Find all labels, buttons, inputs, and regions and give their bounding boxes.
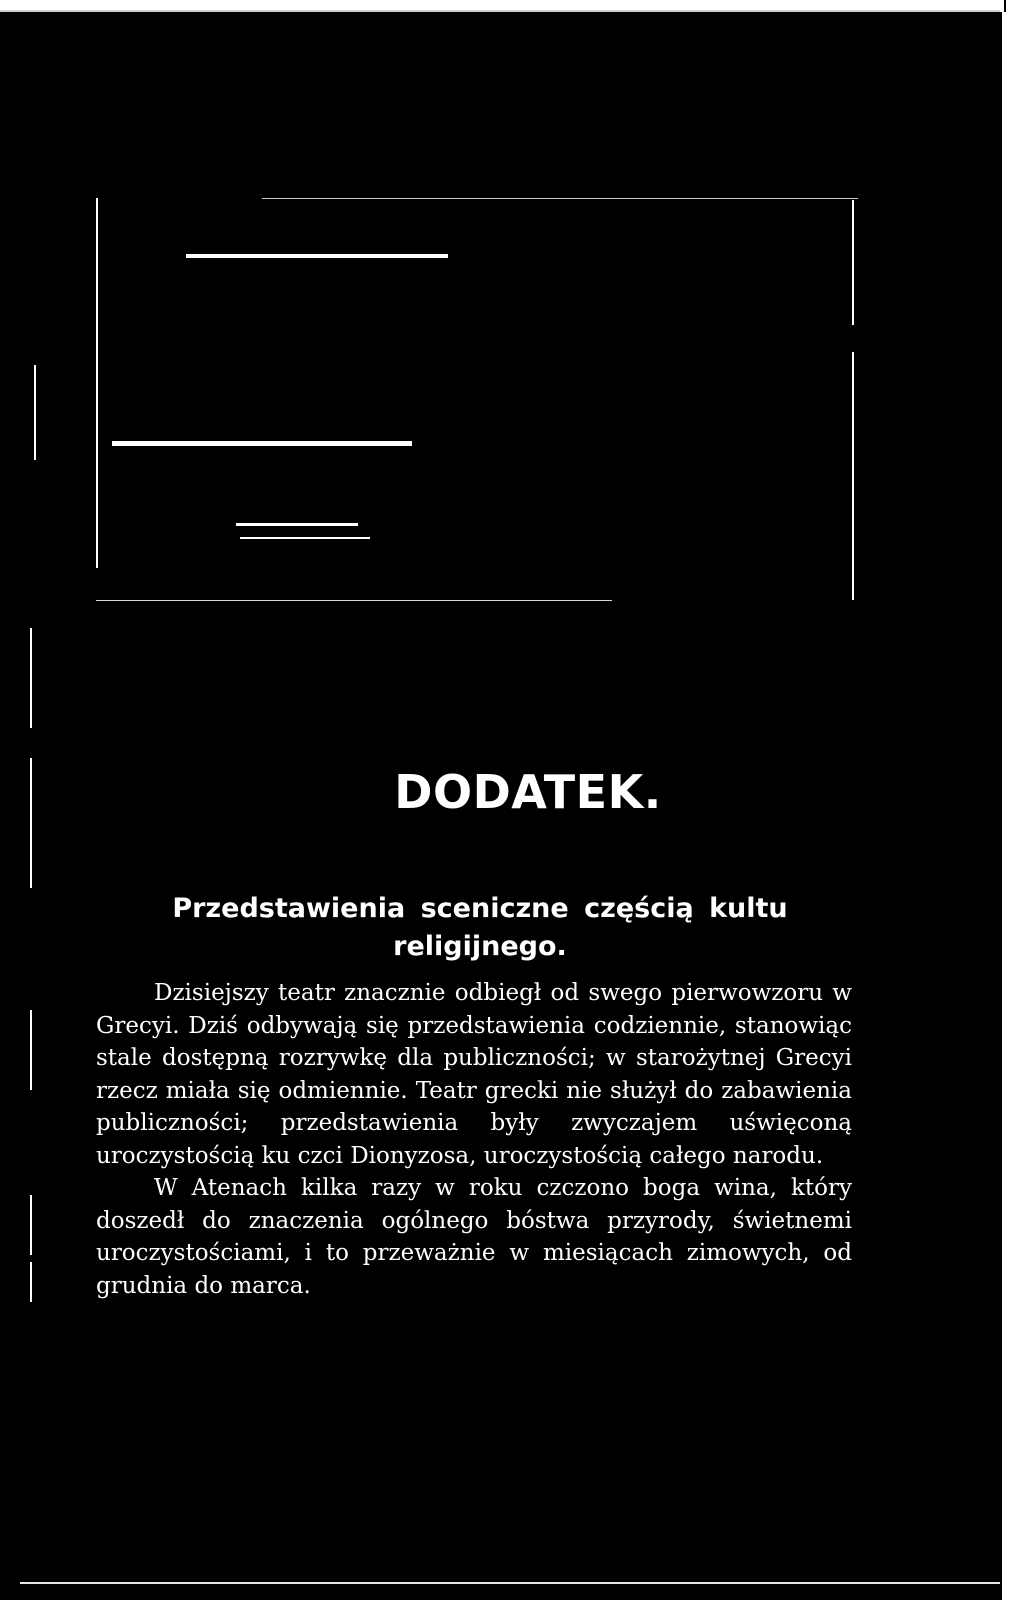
paragraph-2: W Atenach kilka razy w roku czczono boga wina, który doszedł do znaczenia ogólnego bóstwa przyrody, świetnemi uroczystościami, i to przeważnie w miesiącach zimowych, od grudnia do marca. <box>96 1175 852 1299</box>
page-title: DODATEK. <box>394 764 662 819</box>
page-edge-mark <box>1004 0 1006 12</box>
body-text <box>96 977 852 1302</box>
section-heading: Przedstawienia sceniczne częścią kultu religijnego. <box>172 893 788 963</box>
page-right-margin <box>1002 0 1024 1600</box>
paragraph-1: Dzisiejszy teatr znacznie odbiegł od swego pierwowzoru w Grecyi. Dziś odbywają się przedstawienia codziennie, stanowiąc stale dostępną rozrywkę dla publiczności; w starożytnej Grecyi rzecz miała się odmiennie. Teatr grecki nie służył do zabawienia publiczności; przedstawienia były zwyczajem uświęconą uroczystością ku czci Dionyzosa, uroczystością całego narodu. <box>96 980 852 1169</box>
